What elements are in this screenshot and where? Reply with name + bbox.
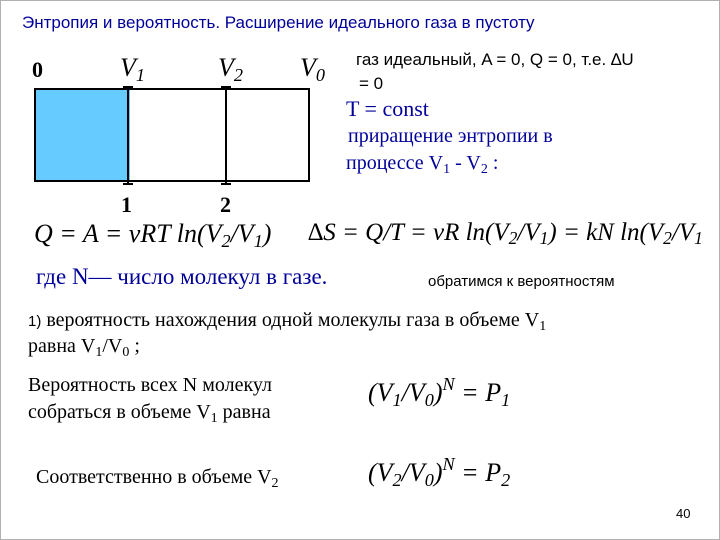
entropy-increment-line1: приращение энтропии в <box>348 125 553 147</box>
p2-formula: $(V_2/V_0)^N = P_2$ <box>368 454 511 490</box>
turn-to-probability: обратимся к вероятностям <box>428 273 615 290</box>
entropy-formula: ∆S = Q/T = νR $\ln(V_2/V_1)$ = kN $\ln(V_2/V_1$ <box>308 219 703 249</box>
page-number: 40 <box>676 506 691 521</box>
label-v0: $V_0$ <box>300 53 325 85</box>
partition-1 <box>127 86 129 185</box>
t-const: T = const <box>346 96 429 121</box>
label-1: 1 <box>121 192 132 217</box>
partition-2 <box>225 86 227 185</box>
probability-one-line1: 1) вероятность нахождения одной молекулы газа в объеме $V_1$ <box>28 309 547 334</box>
probability-one-line2: равна $V_1/V_0$ ; <box>28 335 140 360</box>
v2-probability-text: Соответственно в объеме $V_2$ <box>36 466 279 491</box>
label-v1: $V_1$ <box>120 53 145 85</box>
label-v2: $V_2$ <box>218 53 243 85</box>
label-zero: 0 <box>32 57 43 82</box>
all-molecules-line1: Вероятность всех N молекул <box>28 374 273 396</box>
entropy-increment-line2: процессе $V_1 - V_2$ : <box>346 152 499 177</box>
label-2: 2 <box>220 192 231 217</box>
partition-1-cap-bottom <box>123 183 133 185</box>
partition-2-cap-bottom <box>221 183 231 185</box>
molecule-count-note: где N— число молекул в газе. <box>36 264 328 289</box>
ideal-gas-line-2: = 0 <box>359 74 384 93</box>
heat-formula: Q = A = νRT $\ln(V_2/V_1)$ <box>34 219 272 251</box>
slide-title: Энтропия и вероятность. Расширение идеального газа в пустоту <box>22 13 535 32</box>
ideal-gas-line: газ идеальный, A = 0, Q = 0, т.е. ∆U <box>356 50 634 69</box>
p1-formula: $(V_1/V_0)^N = P_1$ <box>368 374 511 410</box>
vessel <box>34 88 310 182</box>
all-molecules-line2: собраться в объеме $V_1$ равна <box>28 401 271 426</box>
